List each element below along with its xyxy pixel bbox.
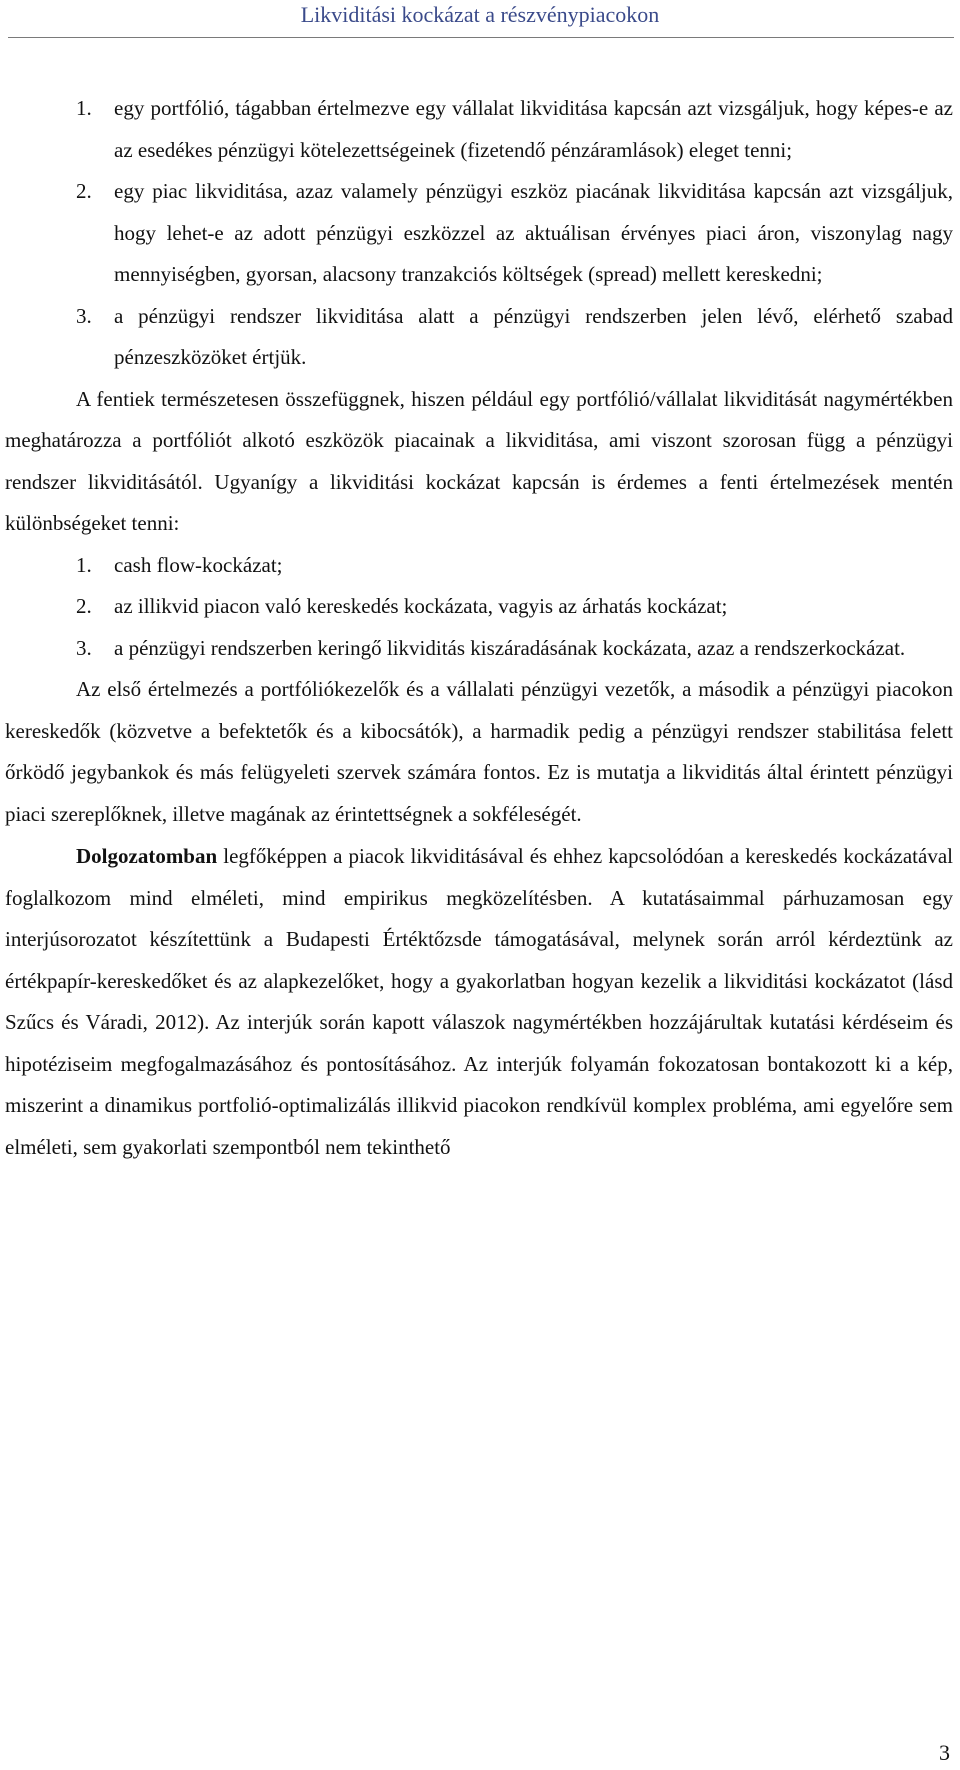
- list-item: [5, 628, 953, 670]
- paragraph-lead-bold: Dolgozatomban: [76, 844, 218, 868]
- list-item-number: 1.: [76, 552, 92, 577]
- document-body: [5, 88, 953, 1168]
- list-item-text: a pénzügyi rendszer likviditása alatt a pénzügyi rendszerben jelen lévő, elérhető szabad pénzeszközöket értjük.: [114, 303, 953, 369]
- list-item: [5, 296, 953, 379]
- list-item: [5, 171, 953, 296]
- liquidity-definitions-list: [5, 88, 953, 379]
- list-item-number: 3.: [76, 635, 92, 660]
- page-number: 3: [939, 1740, 950, 1765]
- paragraph-text: legfőképpen a piacok likviditásával és ehhez kapcsolódóan a kereskedés kockázatával foglalkozom mind elméleti, mind empirikus megközelítésben. A kutatásaimmal párhuzamosan egy interjúsorozatot készítettünk a Budapesti Értéktőzsde támogatásával, melynek során arról kérdeztünk az értékpapír-kereskedőket és az alapkezelőket, hogy a gyakorlatban hogyan kezelik a likviditási kockázatot (lásd Szűcs és Váradi, 2012). Az interjúk során kapott válaszok nagymértékben hozzájárultak kutatási kérdéseim és hipotéziseim megfogalmazásához és pontosításához. Az interjúk folyamán fokozatosan bontakozott ki a kép, miszerint a dinamikus portfolió-optimalizálás illikvid piacokon rendkívül komplex probléma, ami egyelőre sem elméleti, sem gyakorlati szempontból nem tekinthető: [5, 844, 953, 1159]
- running-header-title: Likviditási kockázat a részvénypiacokon: [300, 2, 660, 27]
- running-header: [0, 0, 960, 38]
- paragraph: A fentiek természetesen összefüggnek, hiszen például egy portfólió/vállalat likviditását nagymértékben meghatározza a portfóliót alkotó eszközök piacainak a likviditása, ami viszont szorosan függ a pénzügyi rendszer likviditásától. Ugyanígy a likviditási kockázat kapcsán is érdemes a fenti értelmezések mentén különbségeket tenni:: [5, 386, 953, 535]
- list-item-text: az illikvid piacon való kereskedés kockázata, vagyis az árhatás kockázat;: [114, 594, 728, 618]
- list-item: [5, 88, 953, 171]
- list-item-text: cash flow-kockázat;: [114, 552, 283, 577]
- list-item-number: 2.: [76, 179, 92, 203]
- list-item: [5, 545, 953, 587]
- header-divider: [8, 37, 954, 38]
- paragraph: [5, 836, 953, 1168]
- paragraph: Az első értelmezés a portfóliókezelők és a vállalati pénzügyi vezetők, a második a pénzügyi piacokon kereskedők (közvetve a befektetők és a kibocsátók), a harmadik pedig a pénzügyi rendszer stabilitása felett őrködő jegybankok és más felügyeleti szervek számára fontos. Ez is mutatja a likviditás által érintett pénzügyi piaci szereplőknek, illetve magának az érintettségnek a sokféleségét.: [5, 677, 953, 826]
- liquidity-risk-types-list: [5, 545, 953, 670]
- list-item-number: 1.: [76, 96, 92, 120]
- list-item-text: egy piac likviditása, azaz valamely pénzügyi eszköz piacának likviditása kapcsán azt vizsgáljuk, hogy lehet-e az adott pénzügyi eszközzel az aktuálisan érvényes piaci áron, viszonylag nagy mennyiségben, gyorsan, alacsony tranzakciós költségek (spread) mellett kereskedni;: [114, 179, 953, 286]
- list-item: [5, 586, 953, 628]
- list-item-text: egy portfólió, tágabban értelmezve egy vállalat likviditása kapcsán azt vizsgáljuk, hogy képes-e az az esedékes pénzügyi kötelezettségeinek (fizetendő pénzáramlások) eleget tenni;: [114, 96, 953, 162]
- list-item-text: a pénzügyi rendszerben keringő likviditás kiszáradásának kockázata, azaz a rendszerkockázat.: [114, 635, 906, 660]
- list-item-number: 3.: [76, 303, 92, 328]
- list-item-number: 2.: [76, 594, 92, 618]
